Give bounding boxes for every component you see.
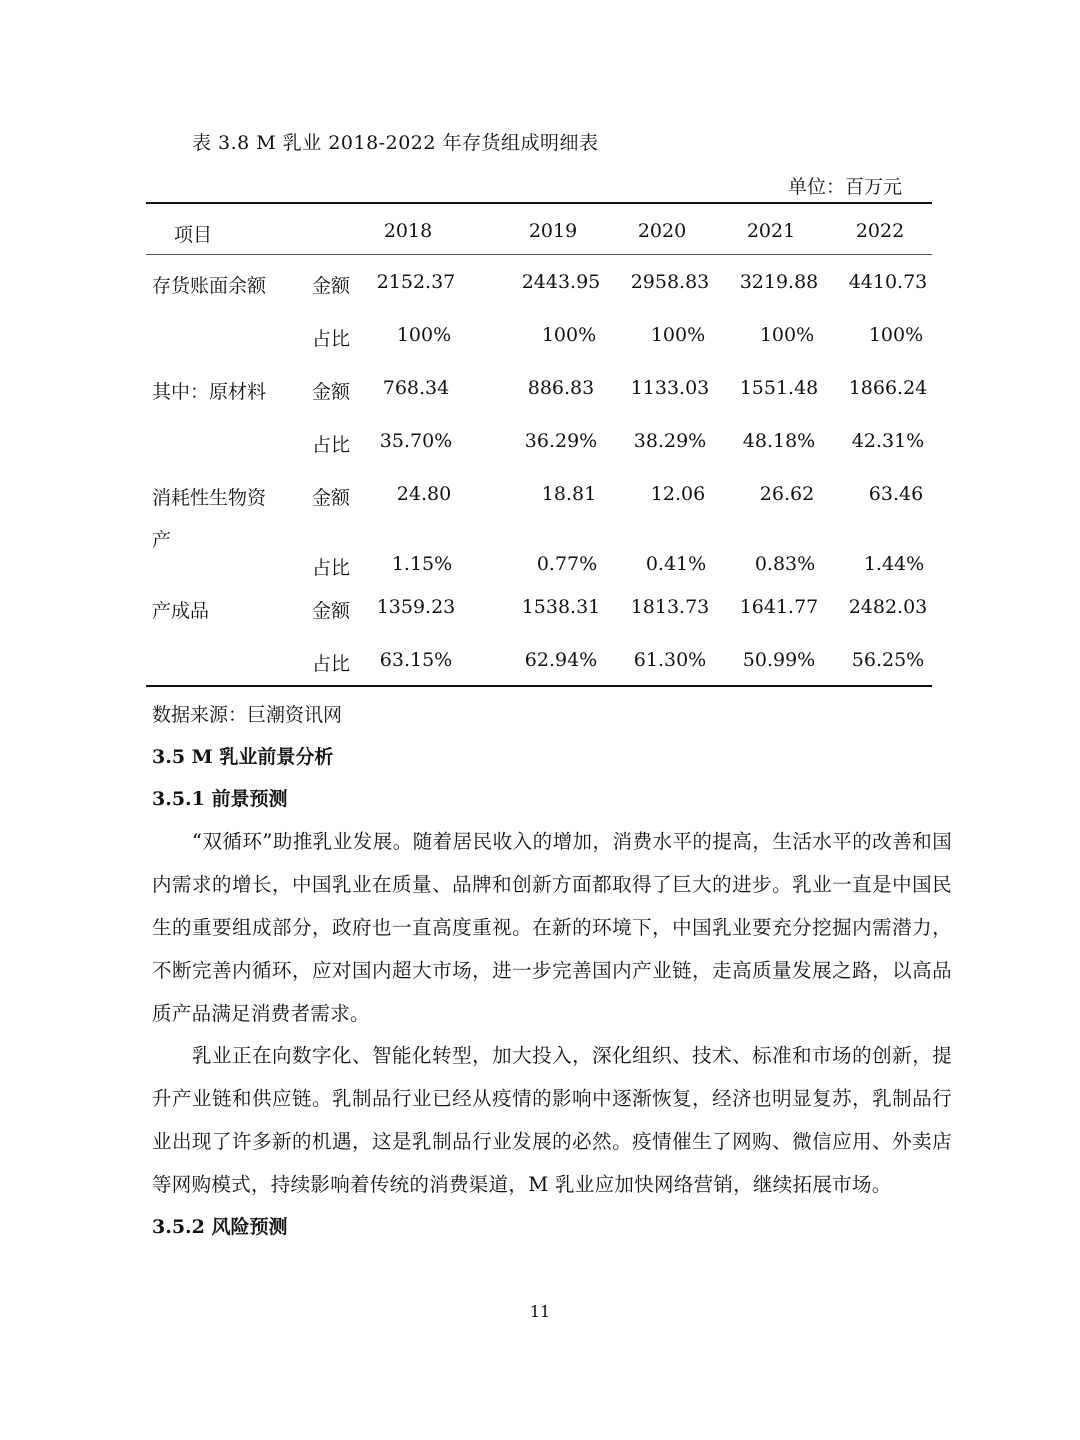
header-year: 2019 [528,220,578,242]
table-cell: 1641.77 [739,596,819,618]
table-cell: 63.46 [868,483,924,505]
table-cell: 36.29% [524,430,598,452]
row-group-label-wrap: 产 [152,529,172,551]
table-cell: 1538.31 [521,596,601,618]
table-cell: 768.34 [382,377,450,399]
table-cell: 2443.95 [521,271,601,293]
table-cell: 886.83 [527,377,595,399]
table-cell: 100% [541,324,597,346]
header-year: 2020 [637,220,687,242]
page-number: 11 [529,1302,551,1321]
table-cell: 2482.03 [848,596,928,618]
table-cell: 1.44% [863,553,925,575]
row-metric: 金额 [312,487,351,509]
table-cell: 4410.73 [848,271,928,293]
row-group-label: 存货账面余额 [152,275,267,297]
inventory-table [146,202,932,687]
header-year: 2022 [855,220,905,242]
row-metric: 占比 [312,328,351,350]
table-cell: 1551.48 [739,377,819,399]
table-cell: 100% [396,324,452,346]
table-cell: 35.70% [379,430,453,452]
row-metric: 占比 [312,653,351,675]
table-cell: 1359.23 [376,596,456,618]
table-cell: 3219.88 [739,271,819,293]
row-metric: 金额 [312,275,351,297]
table-cell: 62.94% [524,649,598,671]
table-cell: 100% [759,324,815,346]
table-cell: 26.62 [759,483,815,505]
row-group-label: 产成品 [152,600,210,622]
table-cell: 1866.24 [848,377,928,399]
table-body [146,255,932,685]
table-cell: 38.29% [633,430,707,452]
table-caption: 表 3.8 M 乳业 2018-2022 年存货组成明细表 [192,132,599,154]
table-cell: 63.15% [379,649,453,671]
table-cell: 50.99% [742,649,816,671]
row-metric: 金额 [312,381,351,403]
paragraph-dual-circulation: “双循环”助推乳业发展。随着居民收入的增加，消费水平的提高，生活水平的改善和国内需求的增长，中国乳业在质量、品牌和创新方面都取得了巨大的进步。乳业一直是中国民生的重要组成部分，政府也一直高度重视。在新的环境下，中国乳业要充分挖掘内需潜力，不断完善内循环，应对国内超大市场，进一步完善国内产业链，走高质量发展之路，以高品质产品满足消费者需求。 [152,830,952,1025]
header-year: 2018 [383,220,433,242]
table-cell: 100% [650,324,706,346]
subsection-heading-risk: 3.5.2 风险预测 [152,1216,288,1238]
section-heading: 3.5 M 乳业前景分析 [152,746,334,768]
row-metric: 金额 [312,600,351,622]
table-cell: 0.83% [754,553,816,575]
table-cell: 1.15% [391,553,453,575]
table-cell: 0.77% [536,553,598,575]
data-source-note: 数据来源：巨潮资讯网 [152,704,343,726]
row-group-label: 其中：原材料 [152,381,267,403]
table-cell: 0.41% [645,553,707,575]
table-cell: 42.31% [851,430,925,452]
row-group-label: 消耗性生物资 [152,487,267,509]
header-year: 2021 [746,220,796,242]
table-unit: 单位：百万元 [788,176,903,198]
table-cell: 48.18% [742,430,816,452]
header-item: 项目 [174,224,213,246]
table-header-row [146,204,932,255]
table-cell: 56.25% [851,649,925,671]
row-metric: 占比 [312,557,351,579]
subsection-heading-outlook: 3.5.1 前景预测 [152,788,288,810]
paragraph-digital-transformation: 乳业正在向数字化、智能化转型，加大投入，深化组织、技术、标准和市场的创新，提升产业链和供应链。乳制品行业已经从疫情的影响中逐渐恢复，经济也明显复苏，乳制品行业出现了许多新的机遇，这是乳制品行业发展的必然。疫情催生了网购、微信应用、外卖店等网购模式，持续影响着传统的消费渠道，M 乳业应加快网络营销，继续拓展市场。 [152,1044,952,1196]
table-cell: 2958.83 [630,271,710,293]
table-cell: 1813.73 [630,596,710,618]
table-cell: 61.30% [633,649,707,671]
table-cell: 12.06 [650,483,706,505]
row-metric: 占比 [312,434,351,456]
table-cell: 100% [868,324,924,346]
table-cell: 18.81 [541,483,597,505]
table-cell: 24.80 [396,483,452,505]
table-cell: 2152.37 [376,271,456,293]
table-cell: 1133.03 [630,377,710,399]
